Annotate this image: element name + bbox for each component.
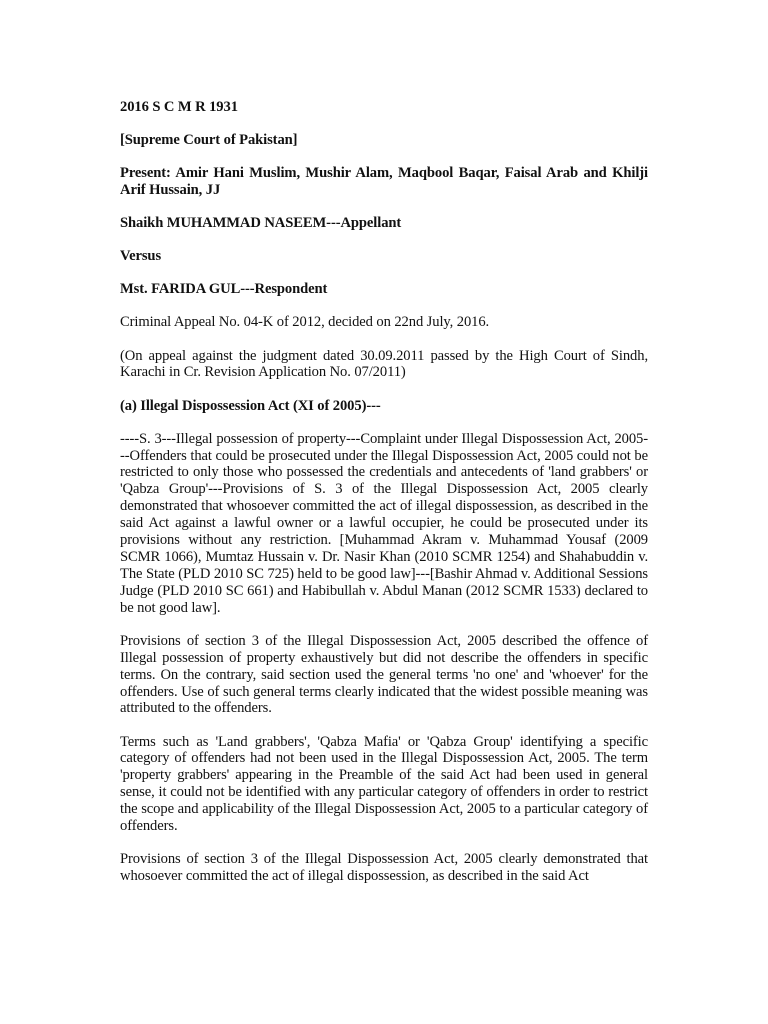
judgment-text	[120, 99, 648, 901]
appeal-note: (On appeal against the judgment dated 30.09.2011 passed by the High Court of Sindh, Karachi in Cr. Revision Application No. 07/2011)	[120, 347, 648, 381]
bench-present: Present: Amir Hani Muslim, Mushir Alam, Maqbool Baqar, Faisal Arab and Khilji Arif Hussain, JJ	[120, 165, 648, 199]
versus: Versus	[120, 248, 162, 265]
paragraph-4: Provisions of section 3 of the Illegal Dispossession Act, 2005 clearly demonstrated that whosoever committed the act of illegal dispossession, as described in the said Act	[120, 851, 648, 885]
heading-a: (a) Illegal Dispossession Act (XI of 2005)---	[120, 397, 381, 414]
court-name: [Supreme Court of Pakistan]	[120, 132, 298, 149]
paragraph-3: Terms such as 'Land grabbers', 'Qabza Mafia' or 'Qabza Group' identifying a specific category of offenders had not been used in the Illegal Dispossession Act, 2005. The term 'property grabbers' appearing in the Preamble of the said Act had been used in general sense, it could not be identified with any particular category of offenders in order to restrict the scope and applicability of the Illegal Dispossession Act, 2005 to a particular category of offenders.	[120, 733, 648, 835]
paragraph-1: ----S. 3---Illegal possession of property---Complaint under Illegal Dispossession Act, 2005---Offenders that could be prosecuted under the Illegal Dispossession Act, 2005 could not be restricted to only those who possessed the credentials and antecedents of 'land grabbers' or 'Qabza Group'---Provisions of S. 3 of the Illegal Dispossession Act, 2005 clearly demonstrated that whosoever committed the act of illegal dispossession, as described in the said Act against a lawful owner or a lawful occupier, he could be prosecuted under its provisions without any restriction. [Muhammad Akram v. Muhammad Yousaf (2009 SCMR 1066), Mumtaz Hussain v. Dr. Nasir Khan (2010 SCMR 1254) and Shahabuddin v. The State (PLD 2010 SC 725) held to be good law]---[Bashir Ahmad v. Additional Sessions Judge (PLD 2010 SC 661) and Habibullah v. Abdul Manan (2012 SCMR 1533) declared to be not good law].	[120, 430, 648, 616]
appellant: Shaikh MUHAMMAD NASEEM---Appellant	[120, 215, 402, 232]
paragraph-2: Provisions of section 3 of the Illegal Dispossession Act, 2005 described the offence of Illegal possession of property exhaustively but did not describe the offenders in specific terms. On the contrary, said section used the general terms 'no one' and 'whoever' for the offenders. Use of such general terms clearly indicated that the widest possible meaning was attributed to the offenders.	[120, 632, 648, 717]
case-number: Criminal Appeal No. 04-K of 2012, decided on 22nd July, 2016.	[120, 314, 490, 331]
citation: 2016 S C M R 1931	[120, 99, 238, 115]
respondent: Mst. FARIDA GUL---Respondent	[120, 281, 328, 298]
